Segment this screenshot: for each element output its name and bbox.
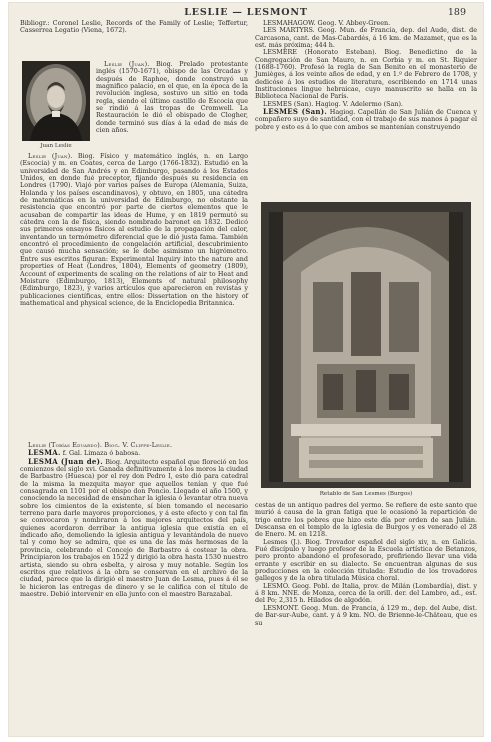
entry-leslie-juan-fisico	[20, 153, 248, 307]
entry-lesmere: LESMERE (Honorato Esteban). Biog. Benedictino de la Congregación de San Mauro, n. en Corbia y m. en St. Riquier (1688-1760). Profesó la regla de San Benito en el monasterio de Jumièges, á los veinte años de edad, y en 1.º de Febrero de 1708, y dedicóse á los estudios de literatura, escribiendo en 1714 unas Instituciones lingue hebraicae, cuyo manuscrito se halla en la Biblioteca Nacional de París.	[255, 48, 477, 101]
entry-text: Biog. Prelado protestante inglés (1570-1671), obispo de las Orcadas y después de Raphoe, donde construyó un magnifico palacio, en el que, en la época de la revolución inglesa, sostuvo un sitio en toda regla, siendo el último castillo de Escocia que se rindió á las tropas de Cromwell. La Restauración le dió el obispado de Clogher, donde terminó sus días á la edad de más de cien años.	[96, 60, 248, 135]
altarpiece-figure	[261, 202, 471, 500]
portrait-caption: Juan Leslie	[40, 143, 72, 149]
entry-text: Biog. Físico y matemático inglés, n. en Largo (Escocia) y m. en Coates, cerca de Largo (1766-1832). Estudió en la universidad de San Andrés y en Edimburgo, pasando á los Estados Unidos, en donde fué preceptor, fijando después su residencia en Londres (1790). Viajó por varios países de Europa (Alemania, Suiza, Holanda y los países escandinavos), y obtuvo, en 1805, una cátedra de matemáticas en la universidad de Edimburgo, no obstante la resistencia que encontró por parte de ciertos elementos que le acusaban de compartir las ideas de Hume, y en 1819 permutó su cátedra con la de física, siendo nombrado baronet en 1832. Dedicó sus primeros ensayos físicos al estudio de la propagación del calor, inventando un termómetro diferencial que le dió justa fama. También encontró el procedimiento de congelación artificial, descubrimiento que causó mucha sensación; se le debe asimismo un higrómetro. Entre sus escritos figuran: Experimental Inquiry into the nature and properties of Heat (Londres, 1804), Elements of geometry (1809), Account of experiments de scaling on the relations of air to Heat and Moisture (Edimburgo, 1813), Elements of natural philosophy (Edimburgo, 1823), y varios artículos que aparecieron en revistas y publicaciones científicas, entre ellos: Dissertation on the history of mathematical and physical science, de la Enciclopedia Britannica.	[20, 152, 248, 307]
altarpiece-caption: Retablo de San Lesmes (Burgos)	[319, 491, 413, 497]
encyclopedia-page	[8, 2, 484, 737]
entry-leslie-tobias: Leslie (Tobías Eduardo). Biog. V. Cliffe-Leslie.	[28, 441, 173, 449]
portrait-figure	[22, 61, 90, 153]
entry-lesmont: LESMONT. Geog. Mun. de Francia, á 129 m., dep. del Aube, dist. de Bar-sur-Aube, cant. y á 9 km. NO. de Brienne-le-Château, que es su	[255, 603, 477, 627]
bibliography-entry: Bibliogr.: Coronel Leslie, Records of the Family of Leslie; Teffertur, Casserrea Legatio (Viena, 1672).	[20, 19, 248, 35]
entry-lesmo: LESMO. Geog. Pobl. de Italia, prov. de Milán (Lombardía), dist. y á 8 km. NNE. de Monza, cerca de la orill. der. del Lambro, ad., est. del Po; 2,315 h. Hilados de algodón.	[255, 581, 477, 605]
entry-lesmahagow: LESMAHAGOW. Geog. V. Abbey-Green.	[263, 19, 391, 27]
page-number: 189	[447, 7, 466, 18]
running-title: LESLIE — LESMONT	[184, 7, 308, 18]
entry-lesmes-j: Lesmes (J.). Biog. Trovador español del siglo xiv, n. en Galicia. Fué discípulo y luego profesor de la Escuela artística de Betanzos, pero pronto abandonó el profesorado, prefiriendo llevar una vida errante y escribir en su dialecto. Se encuentran algunas de sus producciones en la colección titulada: Estudio de los trovadores gallegos y de la obra titulada Música choral.	[255, 537, 477, 583]
entry-les-martyrs: LES MARTYRS. Geog. Mun. de Francia, dep. del Aude, dist. de Carcasona, cant. de Mas-Cabardés, á 16 km. de Mazamet, que es la est. más próxima; 444 h.	[255, 26, 477, 50]
entry-head: LESMA (Juan de).	[28, 456, 103, 466]
entry-text: f. Gal. Limaza ó babosa.	[62, 449, 141, 458]
entry-head: LESMES (San).	[263, 107, 328, 117]
right-bottom-entries	[255, 502, 477, 627]
entry-text: Biog. Arquitecto español que floreció en los comienzos del siglo xvi. Ganada definitivamente á los moros la ciudad de Barbastro (Huesca) por el rey don Pedro I, este dió para catedral de la misma la mezquita mayor que aquellos tenían y que fué consagrada en 1101 por el obispo don Poncio. Llegado el año 1500, y conociendo la necesidad de ensanchar la iglesia ó levantar otra nueva sobre los cimientos de la existente, sí bien tomando el necesario terreno para darle mayores proporciones, y á este efecto y con tal fin se convocaron y nombraron á los mejores arquitectos del país, quienes acordaron derribar la antigua iglesia que existía en el indicado año, demoliendo la iglesia antigua y levantándola de nuevo tal y como hoy se admira, que es una de las más hermosas de la provincia, celebrando el Concejo de Barbastro á costear la obra. Principiaron los trabajos en 1522 y dirigió la obra hasta 1530 nuestro artista, siendo su obra esbelta, y airosa y muy notable. Según los escritos que relativos á la obra se conservan en el archivo de la ciudad, parece que la dirigió el maestro Juan de Lesma, pues á él se le hicieron las entregas de dinero y se le califica con el título de maestre. Debió intervenir en ella junto con el maestro Barazabal.	[20, 457, 248, 598]
entry-leslie-juan-prelado	[96, 61, 248, 134]
entry-head: LESMA.	[28, 448, 61, 458]
entry-head: Leslie (Juan).	[104, 60, 150, 68]
altarpiece-image	[261, 202, 471, 488]
entry-text: Hagiog. Capellán de San Julián de Cuenca y compañero suyo de santidad, con el trabajo de sus manos á pagar el pobre y esto es á lo que con ambos se mantenían construyendo	[255, 108, 477, 131]
entry-head: Leslie (Juan).	[28, 152, 73, 160]
lower-left-entries	[20, 442, 248, 598]
entry-lesmes-1: LESMES (San). Hagiog. V. Adelermo (San).	[263, 99, 403, 108]
entry-lesmes-continued: cestas de un antiquo padres del yermo. Se refiere de este santo que murió á causa de la gran fatiga que le ocasionó la repartición de trigo entre los pobres que hizo este día por orden de san Julián. Descansa en el templo de la iglesia de Burgos y es venerado el 28 de Enero. M. en 1218.	[255, 501, 477, 539]
right-top-entries	[255, 20, 477, 131]
left-column	[20, 19, 248, 598]
portrait-image	[22, 61, 90, 141]
